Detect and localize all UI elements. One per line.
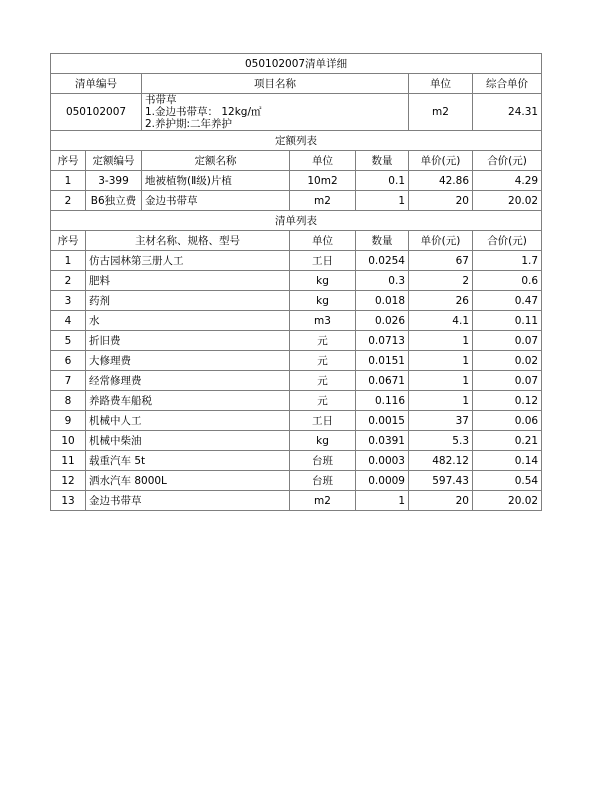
material-price: 1 — [409, 351, 473, 371]
material-unit: 工日 — [290, 411, 356, 431]
material-seq: 3 — [51, 291, 86, 311]
material-row — [51, 371, 542, 391]
quota-seq: 2 — [51, 191, 86, 211]
material-unit: 元 — [290, 371, 356, 391]
material-name: 经常修理费 — [86, 371, 290, 391]
material-seq: 13 — [51, 491, 86, 511]
material-row — [51, 471, 542, 491]
material-row — [51, 451, 542, 471]
material-price: 482.12 — [409, 451, 473, 471]
material-seq: 8 — [51, 391, 86, 411]
material-name: 水 — [86, 311, 290, 331]
material-unit: 台班 — [290, 471, 356, 491]
quota-price: 42.86 — [409, 171, 473, 191]
item-code: 050102007 — [51, 94, 142, 131]
material-unit: 元 — [290, 351, 356, 371]
material-name: 养路费车船税 — [86, 391, 290, 411]
item-name-line3: 2.养护期:二年养护 — [145, 118, 233, 130]
material-section-title: 清单列表 — [51, 211, 542, 231]
quota-row — [51, 171, 542, 191]
material-total: 0.07 — [473, 331, 542, 351]
material-qty: 0.0254 — [356, 251, 409, 271]
material-qty: 0.3 — [356, 271, 409, 291]
material-row — [51, 351, 542, 371]
material-row — [51, 411, 542, 431]
material-price: 26 — [409, 291, 473, 311]
material-total: 0.6 — [473, 271, 542, 291]
quota-header-row — [51, 151, 542, 171]
material-qty: 0.0713 — [356, 331, 409, 351]
material-unit: kg — [290, 291, 356, 311]
material-row — [51, 291, 542, 311]
material-row — [51, 271, 542, 291]
material-qty: 0.0009 — [356, 471, 409, 491]
material-name: 金边书带草 — [86, 491, 290, 511]
item-name-line2: 1.金边书带草： 12kg/㎡ — [145, 106, 262, 118]
quota-price: 20 — [409, 191, 473, 211]
quota-col-code: 定额编号 — [86, 151, 142, 171]
title-row — [51, 54, 542, 74]
quota-code: B6独立费 — [86, 191, 142, 211]
material-qty: 0.116 — [356, 391, 409, 411]
material-name: 大修理费 — [86, 351, 290, 371]
quota-name: 金边书带草 — [142, 191, 290, 211]
quota-qty: 0.1 — [356, 171, 409, 191]
quota-col-qty: 数量 — [356, 151, 409, 171]
material-price: 4.1 — [409, 311, 473, 331]
material-seq: 7 — [51, 371, 86, 391]
material-price: 1 — [409, 331, 473, 351]
material-name: 洒水汽车 8000L — [86, 471, 290, 491]
quota-code: 3-399 — [86, 171, 142, 191]
material-header-row — [51, 231, 542, 251]
material-qty: 0.0391 — [356, 431, 409, 451]
material-qty: 0.0671 — [356, 371, 409, 391]
item-row — [51, 94, 542, 131]
header-row — [51, 74, 542, 94]
header-code: 清单编号 — [51, 74, 142, 94]
material-total: 1.7 — [473, 251, 542, 271]
material-qty: 0.0151 — [356, 351, 409, 371]
material-price: 37 — [409, 411, 473, 431]
header-unit: 单位 — [409, 74, 473, 94]
material-seq: 6 — [51, 351, 86, 371]
material-total: 0.11 — [473, 311, 542, 331]
material-col-name: 主材名称、规格、型号 — [86, 231, 290, 251]
table-title: 050102007清单详细 — [51, 54, 542, 74]
material-seq: 4 — [51, 311, 86, 331]
material-price: 20 — [409, 491, 473, 511]
material-col-seq: 序号 — [51, 231, 86, 251]
material-unit: kg — [290, 271, 356, 291]
material-unit: m3 — [290, 311, 356, 331]
bill-detail-table — [50, 53, 542, 511]
material-unit: 台班 — [290, 451, 356, 471]
material-total: 0.02 — [473, 351, 542, 371]
material-seq: 1 — [51, 251, 86, 271]
material-row — [51, 391, 542, 411]
quota-col-seq: 序号 — [51, 151, 86, 171]
material-row — [51, 331, 542, 351]
material-seq: 9 — [51, 411, 86, 431]
material-total: 0.12 — [473, 391, 542, 411]
item-unit: m2 — [409, 94, 473, 131]
material-price: 2 — [409, 271, 473, 291]
material-seq: 2 — [51, 271, 86, 291]
material-total: 0.47 — [473, 291, 542, 311]
quota-row — [51, 191, 542, 211]
material-total: 20.02 — [473, 491, 542, 511]
material-total: 0.21 — [473, 431, 542, 451]
material-price: 597.43 — [409, 471, 473, 491]
material-name: 载重汽车 5t — [86, 451, 290, 471]
material-row — [51, 311, 542, 331]
material-total: 0.54 — [473, 471, 542, 491]
material-name: 药剂 — [86, 291, 290, 311]
quota-total: 20.02 — [473, 191, 542, 211]
material-total: 0.14 — [473, 451, 542, 471]
quota-col-total: 合价(元) — [473, 151, 542, 171]
quota-section-title: 定额列表 — [51, 131, 542, 151]
material-col-price: 单价(元) — [409, 231, 473, 251]
material-qty: 0.0015 — [356, 411, 409, 431]
quota-name: 地被植物(Ⅱ级)片植 — [142, 171, 290, 191]
header-price: 综合单价 — [473, 74, 542, 94]
material-seq: 10 — [51, 431, 86, 451]
quota-seq: 1 — [51, 171, 86, 191]
material-seq: 11 — [51, 451, 86, 471]
material-price: 67 — [409, 251, 473, 271]
material-col-unit: 单位 — [290, 231, 356, 251]
material-name: 仿古园林第三册人工 — [86, 251, 290, 271]
material-qty: 0.018 — [356, 291, 409, 311]
quota-section-row — [51, 131, 542, 151]
material-price: 1 — [409, 391, 473, 411]
material-qty: 1 — [356, 491, 409, 511]
material-seq: 12 — [51, 471, 86, 491]
material-price: 5.3 — [409, 431, 473, 451]
material-name: 机械中柴油 — [86, 431, 290, 451]
item-name-line1: 书带草 — [145, 94, 177, 106]
material-unit: kg — [290, 431, 356, 451]
quota-unit: 10m2 — [290, 171, 356, 191]
material-total: 0.07 — [473, 371, 542, 391]
quota-col-price: 单价(元) — [409, 151, 473, 171]
material-qty: 0.0003 — [356, 451, 409, 471]
material-row — [51, 491, 542, 511]
material-name: 折旧费 — [86, 331, 290, 351]
material-name: 肥料 — [86, 271, 290, 291]
material-seq: 5 — [51, 331, 86, 351]
material-unit: 元 — [290, 331, 356, 351]
header-name: 项目名称 — [142, 74, 409, 94]
material-name: 机械中人工 — [86, 411, 290, 431]
material-price: 1 — [409, 371, 473, 391]
material-unit: 元 — [290, 391, 356, 411]
quota-qty: 1 — [356, 191, 409, 211]
item-price: 24.31 — [473, 94, 542, 131]
item-description — [142, 94, 409, 131]
material-col-qty: 数量 — [356, 231, 409, 251]
quota-total: 4.29 — [473, 171, 542, 191]
material-qty: 0.026 — [356, 311, 409, 331]
material-col-total: 合价(元) — [473, 231, 542, 251]
quota-unit: m2 — [290, 191, 356, 211]
material-row — [51, 431, 542, 451]
material-section-row — [51, 211, 542, 231]
material-unit: 工日 — [290, 251, 356, 271]
quota-col-unit: 单位 — [290, 151, 356, 171]
material-row — [51, 251, 542, 271]
quota-col-name: 定额名称 — [142, 151, 290, 171]
material-unit: m2 — [290, 491, 356, 511]
material-total: 0.06 — [473, 411, 542, 431]
